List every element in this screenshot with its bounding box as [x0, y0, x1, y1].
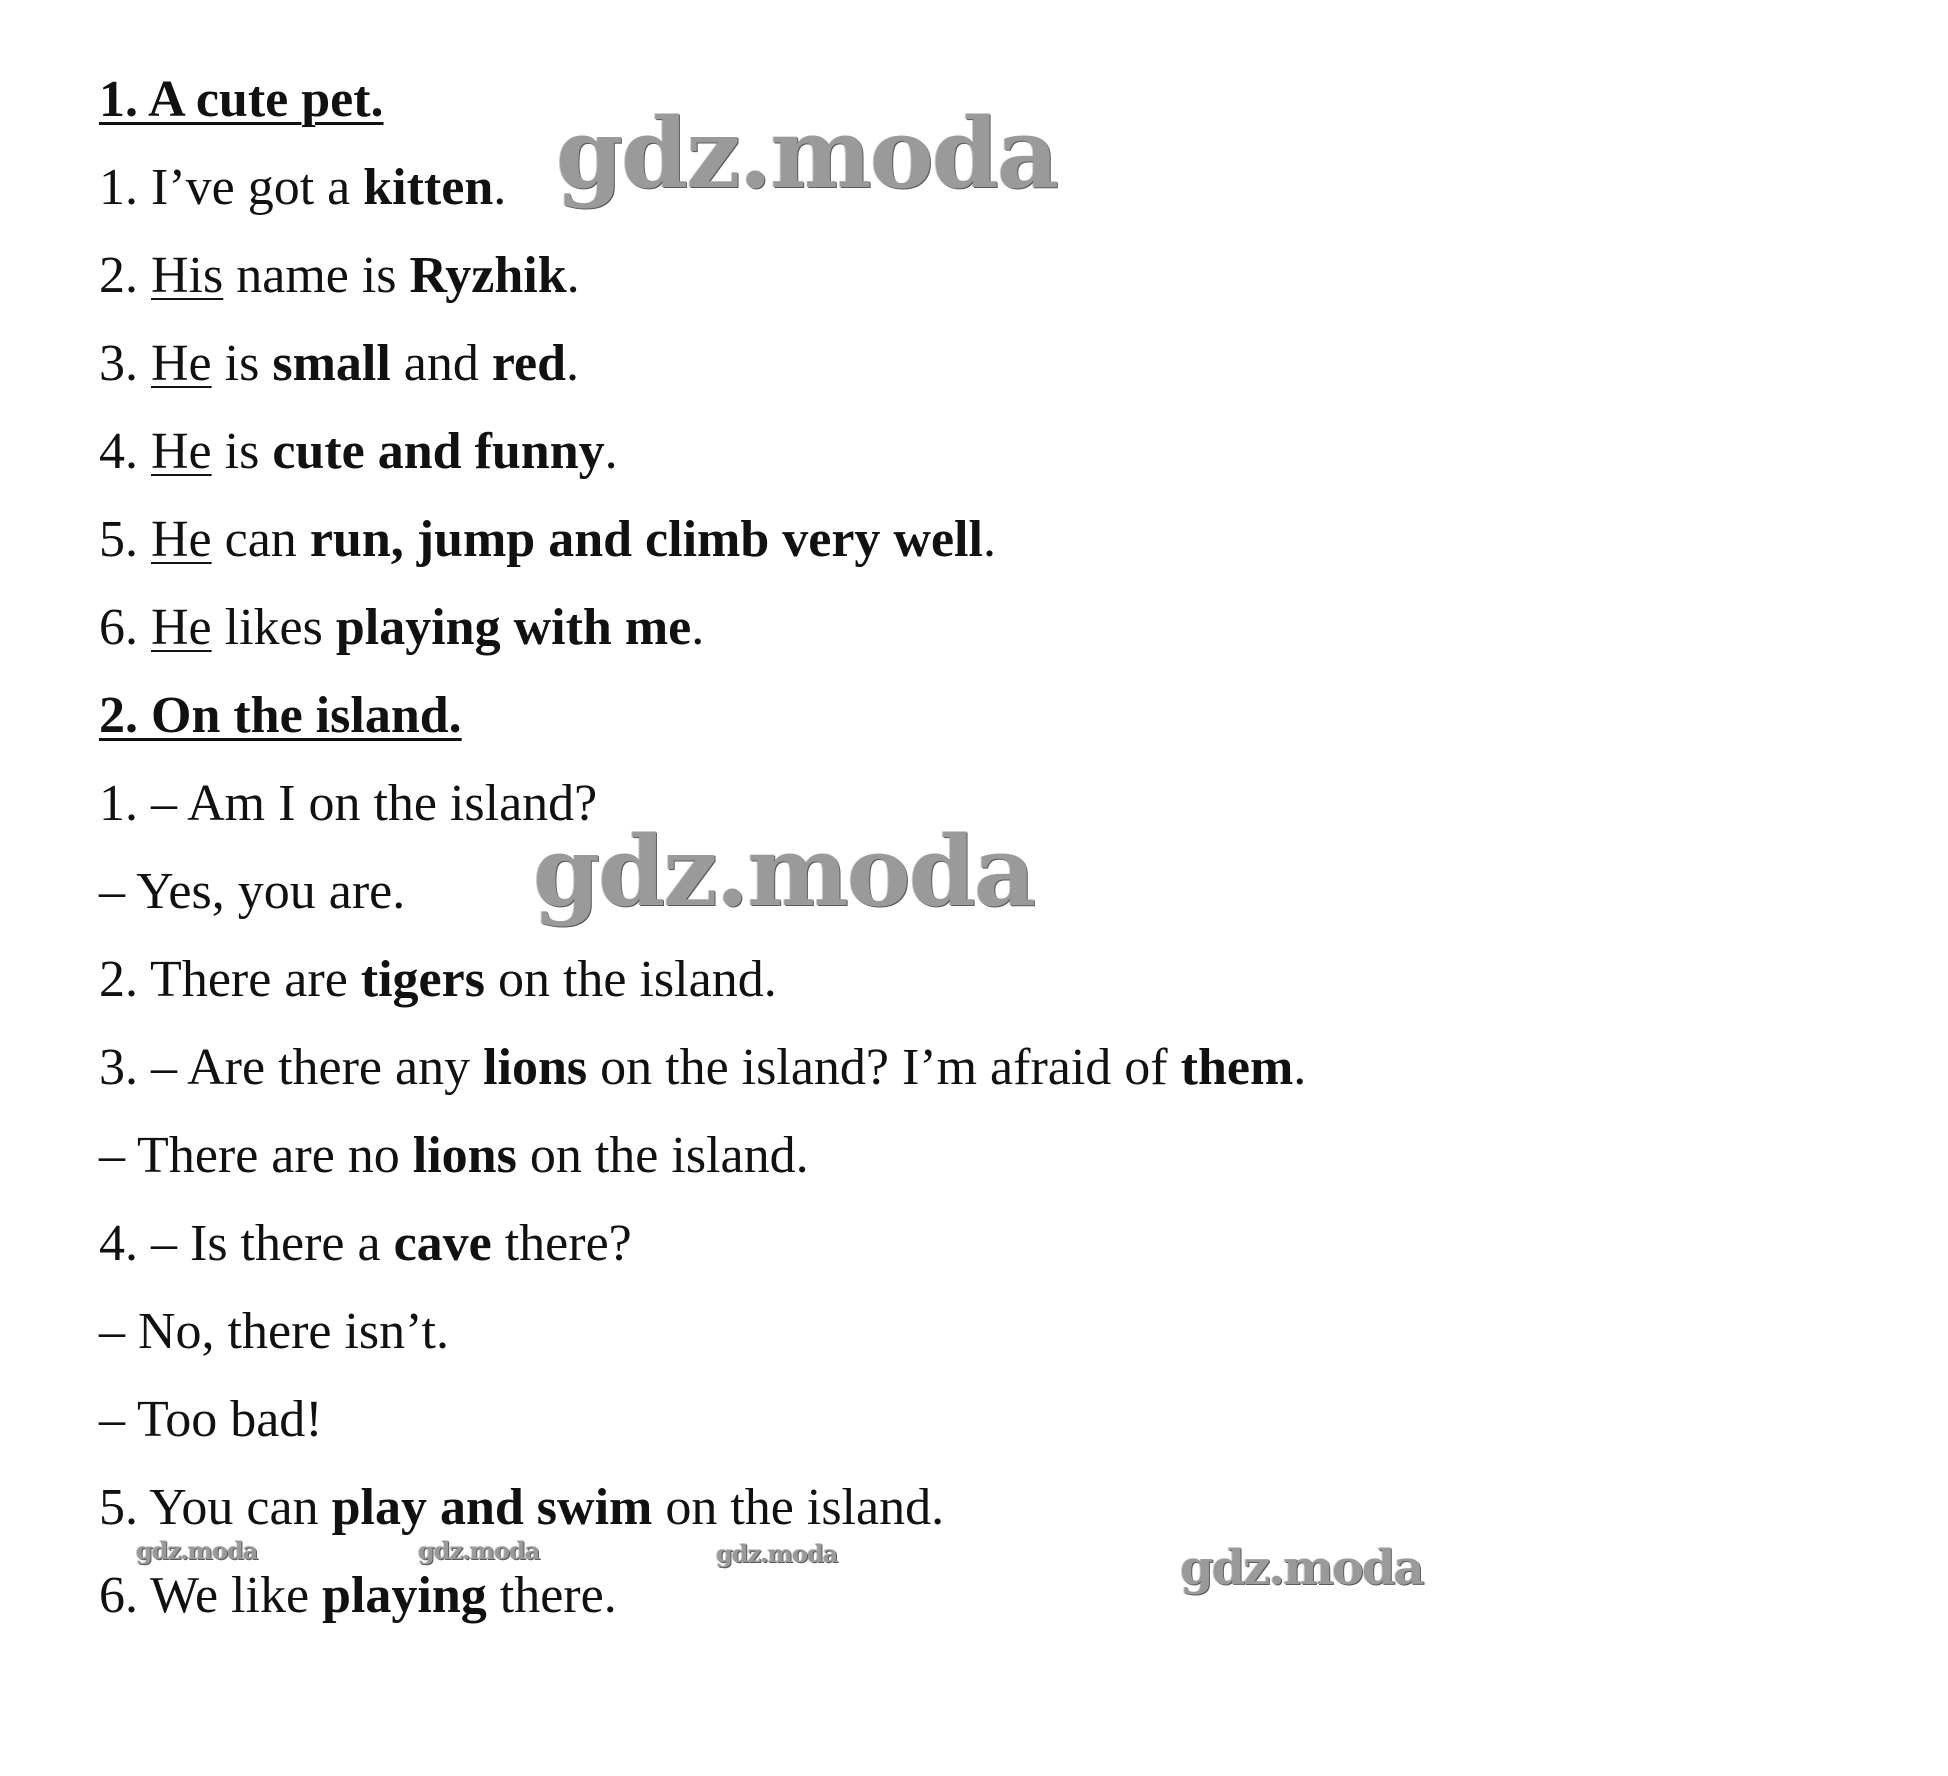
- text: .: [604, 423, 618, 480]
- text: – No, there isn’t.: [99, 1303, 449, 1360]
- watermark-logo: gdz.moda: [418, 1536, 540, 1565]
- text: on the island.: [484, 951, 777, 1008]
- s1-line-6: [99, 598, 704, 658]
- s1-line-5: [99, 510, 996, 570]
- text: there.: [486, 1567, 617, 1624]
- text: on the island? I’m afraid of: [587, 1039, 1181, 1096]
- s2-line-6: [99, 1214, 632, 1274]
- s2-line-9: [99, 1478, 944, 1538]
- s2-line-3: [99, 950, 777, 1010]
- s1-line-2: [99, 246, 580, 306]
- underlined-pronoun: He: [151, 335, 212, 392]
- watermark-logo: gdz.moda: [1180, 1540, 1423, 1596]
- s2-line-5: [99, 1126, 809, 1186]
- bold-answer: playing with me: [335, 599, 692, 656]
- text: .: [566, 335, 580, 392]
- text: on the island.: [516, 1127, 809, 1184]
- text: 1. – Am I on the island?: [99, 775, 598, 832]
- s2-line-10: [99, 1566, 617, 1626]
- bold-answer: lions: [483, 1039, 588, 1096]
- s2-line-7: [99, 1302, 449, 1362]
- watermark-logo: gdz.moda: [136, 1536, 258, 1565]
- text: is: [211, 423, 273, 480]
- text: likes: [211, 599, 336, 656]
- text: .: [1293, 1039, 1307, 1096]
- text: can: [211, 511, 310, 568]
- text: I’ve got a: [151, 159, 364, 216]
- underlined-pronoun: He: [151, 511, 212, 568]
- line-number: 6.: [99, 599, 151, 656]
- text: – There are no: [99, 1127, 413, 1184]
- s2-line-1: [99, 774, 597, 834]
- watermark-logo: gdz.moda: [533, 815, 1035, 928]
- line-number: 2.: [99, 247, 151, 304]
- text: 5. You can: [99, 1479, 332, 1536]
- bold-answer: play and swim: [331, 1479, 653, 1536]
- line-number: 3.: [99, 335, 151, 392]
- line-number: 4.: [99, 423, 151, 480]
- text: .: [493, 159, 507, 216]
- text: there?: [491, 1215, 632, 1272]
- text: – Too bad!: [99, 1391, 323, 1448]
- line-number: 1.: [99, 159, 151, 216]
- underlined-pronoun: He: [151, 423, 212, 480]
- bold-answer: run, jump and climb very well: [309, 511, 983, 568]
- watermark-logo: gdz.moda: [556, 97, 1058, 210]
- s2-line-4: [99, 1038, 1306, 1098]
- s2-line-2: [99, 862, 405, 922]
- s1-line-4: [99, 422, 618, 482]
- bold-answer: Ryzhik: [409, 247, 567, 304]
- text: – Yes, you are.: [99, 863, 406, 920]
- text: 2. There are: [99, 951, 361, 1008]
- underlined-pronoun: He: [151, 599, 212, 656]
- bold-answer: red: [491, 335, 567, 392]
- text: is: [211, 335, 273, 392]
- bold-answer: cute and funny: [272, 423, 605, 480]
- line-number: 5.: [99, 511, 151, 568]
- bold-answer: cave: [393, 1215, 492, 1272]
- text: 4. – Is there a: [99, 1215, 394, 1272]
- text: .: [566, 247, 580, 304]
- bold-answer: lions: [412, 1127, 517, 1184]
- bold-answer: playing: [322, 1567, 487, 1624]
- section-1-heading: 1. A cute pet.: [99, 71, 384, 128]
- watermark-logo: gdz.moda: [716, 1539, 838, 1568]
- bold-answer: tigers: [360, 951, 485, 1008]
- text: name is: [223, 247, 410, 304]
- bold-answer: them: [1180, 1039, 1294, 1096]
- bold-answer: small: [272, 335, 391, 392]
- text: and: [390, 335, 492, 392]
- s1-line-3: [99, 334, 579, 394]
- text: 3. – Are there any: [99, 1039, 484, 1096]
- text: on the island.: [652, 1479, 945, 1536]
- bold-answer: kitten: [363, 159, 494, 216]
- underlined-pronoun: His: [151, 247, 224, 304]
- s1-line-1: [99, 158, 506, 218]
- text: .: [691, 599, 705, 656]
- s2-line-8: [99, 1390, 323, 1450]
- text: 6. We like: [99, 1567, 323, 1624]
- section-2-heading: 2. On the island.: [99, 687, 462, 744]
- text: .: [982, 511, 996, 568]
